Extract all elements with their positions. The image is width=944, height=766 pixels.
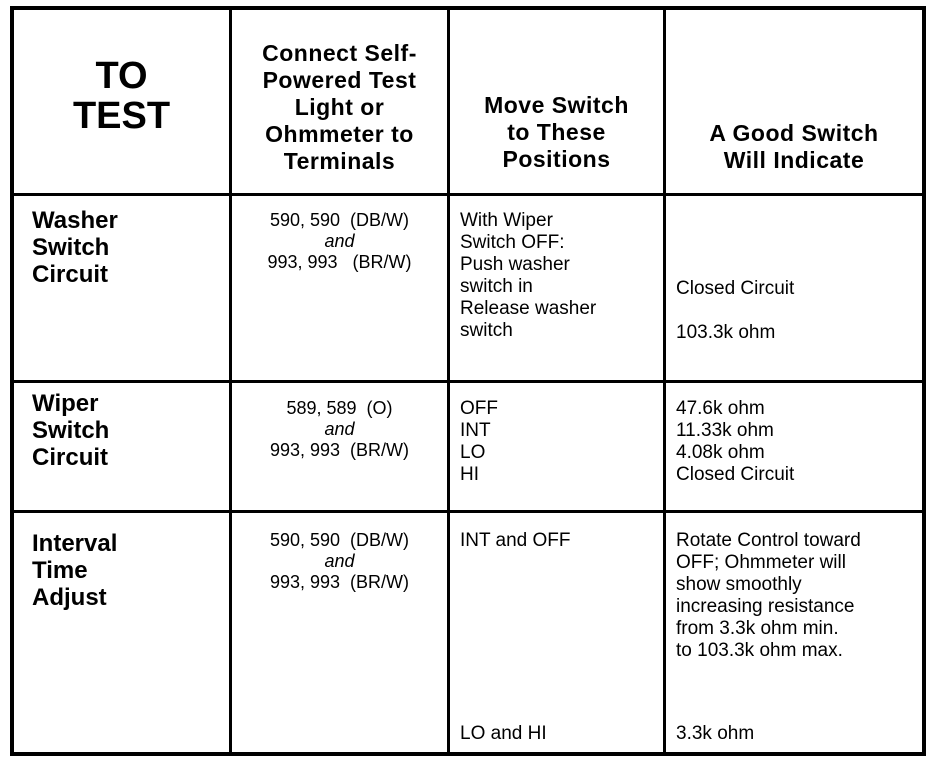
indicate-interval	[666, 530, 922, 662]
terminal-line: 993, 993 (BR/W)	[269, 440, 410, 460]
positions-interval-int	[450, 530, 663, 552]
header-good-switch	[666, 120, 922, 180]
header-line: to These	[507, 119, 606, 145]
indicate-line: Closed Circuit	[676, 464, 795, 485]
indicate-line: to 103.3k ohm max.	[676, 640, 843, 661]
position-line: Push washer	[460, 254, 570, 275]
header-line: TEST	[72, 95, 171, 137]
position-line: INT	[460, 420, 491, 441]
header-line: Move Switch	[484, 92, 629, 118]
header-line: Powered Test	[262, 66, 417, 93]
header-line: Light or	[294, 93, 385, 120]
row-label-line: Interval	[32, 530, 118, 557]
position-line: INT and OFF	[460, 530, 571, 551]
row-label-line: Circuit	[32, 444, 109, 471]
row-label-line: Circuit	[32, 261, 109, 288]
header-line: TO	[95, 55, 148, 97]
indicate-washer-closed	[666, 278, 922, 300]
row-label-wiper	[14, 390, 229, 471]
positions-washer	[450, 210, 663, 342]
indicate-line: OFF; Ohmmeter will	[676, 552, 846, 573]
indicate-line: 11.33k ohm	[676, 420, 774, 441]
header-connect-terminals	[232, 32, 447, 182]
row-label-line: Switch	[32, 417, 110, 444]
terminal-line: 993, 993 (BR/W)	[269, 572, 410, 592]
terminals-interval	[232, 530, 447, 593]
row-label-line: Washer	[32, 207, 118, 234]
terminal-line: 590, 590 (DB/W)	[269, 210, 410, 230]
row-label-line: Switch	[32, 234, 110, 261]
indicate-line: increasing resistance	[676, 596, 855, 617]
indicate-line: 103.3k ohm	[676, 322, 776, 343]
switch-test-table	[10, 6, 926, 756]
position-line: With Wiper	[460, 210, 553, 231]
row-label-line: Adjust	[32, 584, 107, 611]
row-label-line: Wiper	[32, 390, 99, 417]
indicate-line: 47.6k ohm	[676, 398, 765, 419]
header-move-switch	[450, 92, 663, 182]
terminal-and: and	[324, 231, 355, 251]
row-label-line: Time	[32, 557, 88, 584]
indicate-interval-ohm	[666, 723, 922, 745]
header-line: Ohmmeter to	[265, 120, 414, 147]
row-divider	[14, 510, 922, 513]
position-line: HI	[460, 464, 479, 485]
indicate-line: 4.08k ohm	[676, 442, 765, 463]
row-label-washer	[14, 207, 229, 288]
row-label-interval	[14, 530, 229, 611]
indicate-line: Closed Circuit	[676, 278, 795, 299]
indicate-line: from 3.3k ohm min.	[676, 618, 839, 639]
indicate-line: show smoothly	[676, 574, 802, 595]
header-line: Will Indicate	[723, 147, 865, 173]
position-line: switch	[460, 320, 513, 341]
indicate-washer-ohm	[666, 322, 922, 344]
indicate-wiper	[666, 398, 922, 486]
row-divider	[14, 380, 922, 383]
position-line: OFF	[460, 398, 498, 419]
header-line: Terminals	[283, 147, 396, 174]
terminal-line: 589, 589 (O)	[286, 398, 393, 418]
position-line: LO and HI	[460, 723, 547, 744]
positions-interval-lohi	[450, 723, 663, 745]
terminal-and: and	[324, 551, 355, 571]
header-line: Connect Self-	[262, 39, 417, 66]
row-divider	[14, 193, 922, 196]
terminals-washer	[232, 210, 447, 273]
header-line: Positions	[502, 146, 611, 172]
position-line: Switch OFF:	[460, 232, 565, 253]
terminal-line: 993, 993 (BR/W)	[267, 252, 412, 272]
position-line: Release washer	[460, 298, 597, 319]
terminal-line: 590, 590 (DB/W)	[269, 530, 410, 550]
position-line: switch in	[460, 276, 533, 297]
indicate-line: 3.3k ohm	[676, 723, 755, 744]
terminal-and: and	[324, 419, 355, 439]
position-line: LO	[460, 442, 486, 463]
terminals-wiper	[232, 398, 447, 461]
indicate-line: Rotate Control toward	[676, 530, 861, 551]
positions-wiper	[450, 398, 663, 486]
header-line: A Good Switch	[709, 120, 879, 146]
header-to-test	[14, 52, 229, 140]
